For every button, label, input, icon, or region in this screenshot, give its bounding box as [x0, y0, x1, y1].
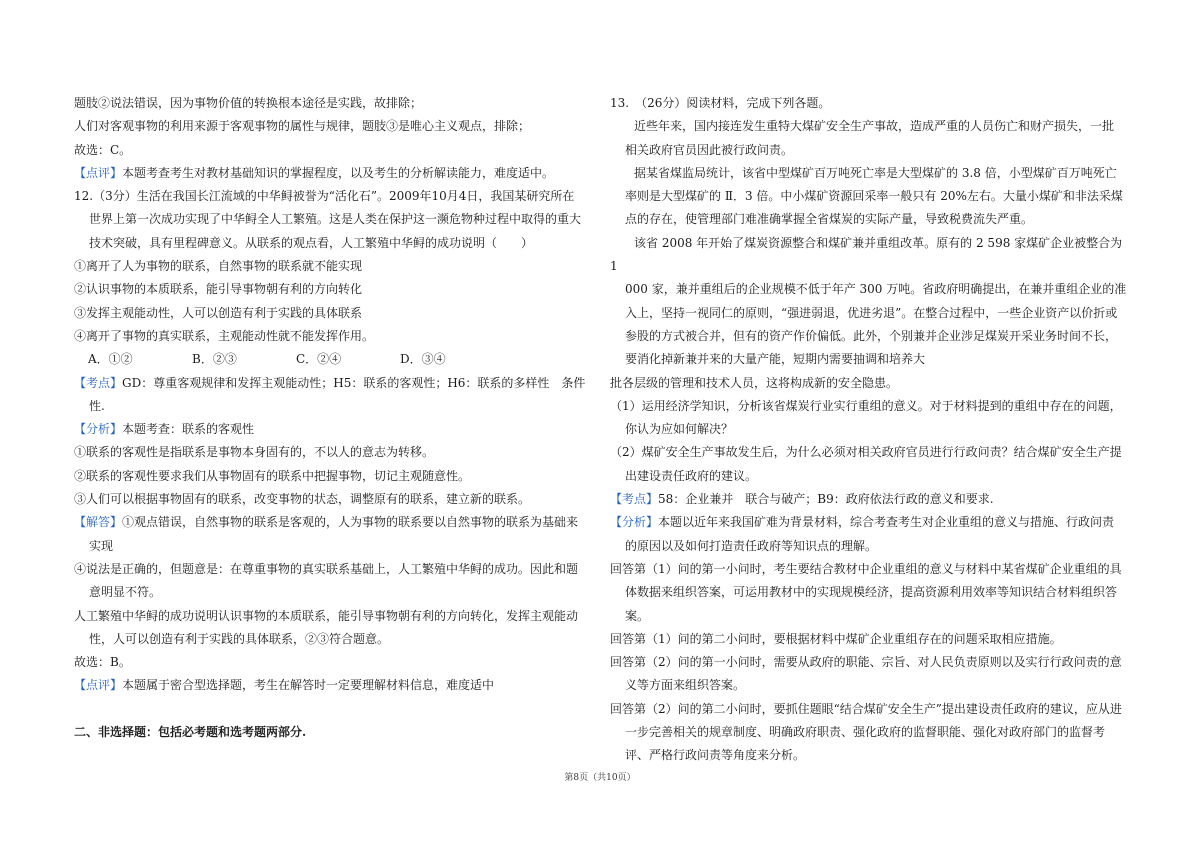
material-line: 近些年来，国内接连发生重特大煤矿安全生产事故，造成严重的人员伤亡和财产损失，一批: [634, 119, 1115, 134]
answer-guide-line: 回答第（2）问的第二小问时，要抓住题眼“结合煤矿安全生产”提出建设责任政府的建议，应从进: [610, 701, 1122, 716]
analysis-line: [74, 418, 594, 441]
analysis-point-2: ②联系的客观性要求我们从事物固有的联系中把握事物，切记主观随意性。: [74, 468, 471, 483]
material-line: 要消化掉新兼并来的大量产能，短期内需要抽调和培养大: [625, 352, 926, 367]
review-tag: 【点评】: [74, 165, 123, 180]
analysis-point-1: ①联系的客观性是指联系是事物本身固有的，不以人的意志为转移。: [74, 445, 435, 460]
text-line: 题肢②说法错误，因为事物价值的转换根本途径是实践，故排除；: [74, 96, 423, 110]
material-line: 率则是大型煤矿的 Ⅱ．3 倍。中小煤矿资源回采率一般只有 20%左右。大量小煤矿和非法采煤: [625, 189, 1123, 204]
answer-guide-line: 回答第（2）问的第一小问时，需要从政府的职能、宗旨、对人民负责原则以及实行行政问责的意: [610, 655, 1122, 670]
material-line: 相关政府官员因此被行政问责。: [625, 142, 794, 157]
question-13-line: 13. （26分）阅读材料，完成下列各题。: [610, 96, 831, 110]
knowledge-point-tag: 【考点】: [610, 492, 659, 507]
material-line: 入上，坚持一视同仁的原则，“强进弱退，优进劣退”。在整合过程中，一些企业资产以价折或: [625, 305, 1118, 320]
analysis-tag: 【分析】: [74, 422, 123, 437]
sub-question-2: （2）煤矿安全生产事故发生后，为什么必须对相关政府官员进行行政问责？结合煤矿安全生产提: [610, 445, 1122, 460]
material-line: 参股的方式被合并，但有的资产作价偏低。此外，个别兼并企业涉足煤炭开采业务时间不长，: [625, 328, 1118, 343]
answer-guide-line: 体数据来组织答案，可运用教材中的实现规模经济，提高资源利用效率等知识结合材料组织答: [625, 585, 1118, 600]
solution-tag: 【解答】: [74, 515, 123, 530]
answer-options: [74, 348, 594, 371]
sub-question-2: 出建设责任政府的建议。: [625, 468, 758, 483]
material-line: 000 家，兼并重组后的企业规模不低于年产 300 万吨。省政府明确提出，在兼并重组企业的准: [625, 282, 1127, 297]
solution-text: ①观点错误，自然事物的联系是客观的，人为事物的联系要以自然事物的联系为基础来: [122, 515, 579, 530]
answer-guide-line: 回答第（1）问的第二小问时，要根据材料中煤矿企业重组存在的问题采取相应措施。: [610, 631, 1062, 646]
analysis-line: [610, 511, 1128, 534]
solution-line: 实现: [89, 538, 114, 553]
review-tag: 【点评】: [74, 678, 123, 693]
solution-line: ④说法是正确的，但题意是：在尊重事物的真实联系基础上，人工繁殖中华鲟的成功。因此和题: [74, 561, 579, 576]
review-line: [74, 674, 594, 697]
option-b: B．②③: [192, 352, 237, 367]
answer-guide-line: 评、严格行政问责等角度来分析。: [625, 748, 806, 763]
page-footer: [0, 770, 1200, 783]
page-number: 第8页（共10页）: [564, 773, 636, 783]
knowledge-point-text: GD：尊重客观规律和发挥主观能动性；H5：联系的客观性；H6：联系的多样性 条件: [122, 375, 586, 390]
sub-question-1: 你认为应如何解决？: [625, 422, 734, 437]
review-text: 本题考查考生对教材基础知识的掌握程度，以及考生的分析解读能力，难度适中。: [122, 165, 555, 180]
option-a: A．①②: [88, 352, 133, 367]
text-line: 人们对客观事物的利用来源于客观事物的属性与规律，题肢③是唯心主义观点，排除；: [74, 119, 531, 134]
statement-3: ③发挥主观能动性，人可以创造有利于实践的具体联系: [74, 305, 363, 320]
analysis-line: 的原因以及如何打造责任政府等知识点的理解。: [625, 538, 878, 553]
material-line: 该省 2008 年开始了煤炭资源整合和煤矿兼并重组改革。原有的 2 598 家煤矿企业被整合为 1: [610, 235, 1123, 274]
analysis-point-3: ③人们可以根据事物固有的联系，改变事物的状态，调整原有的联系，建立新的联系。: [74, 492, 531, 507]
answer-line: 故选：B。: [74, 655, 131, 670]
analysis-text: 本题考查：联系的客观性: [122, 422, 255, 437]
answer-guide-line: 一步完善相关的规章制度、明确政府职责、强化政府的监督职能、强化对政府部门的监督考: [625, 725, 1106, 740]
option-c: C．②④: [296, 352, 342, 367]
knowledge-point-line: [74, 372, 594, 395]
solution-line: 性，人可以创造有利于实践的具体联系，②③符合题意。: [89, 631, 390, 646]
knowledge-point-line: 性.: [89, 398, 105, 413]
knowledge-point-line: [610, 488, 1128, 511]
solution-line: [74, 511, 594, 534]
material-line: 点的存在，使管理部门难准确掌握全省煤炭的实际产量，导致税费流失严重。: [625, 212, 1034, 227]
analysis-tag: 【分析】: [610, 515, 659, 530]
knowledge-point-text: 58：企业兼并 联合与破产；B9：政府依法行政的意义和要求.: [658, 492, 994, 507]
sub-question-1: （1）运用经济学知识，分析该省煤炭行业实行重组的意义。对于材料提到的重组中存在的问题，: [610, 398, 1122, 413]
answer-guide-line: 回答第（1）问的第一小问时，考生要结合教材中企业重组的意义与材料中某省煤矿企业重组的具: [610, 561, 1122, 576]
answer-guide-line: 义等方面来组织答案。: [625, 678, 746, 693]
right-column: [610, 92, 1128, 768]
section-heading: 二、非选择题：包括必考题和选考题两部分.: [74, 724, 307, 739]
material-line: 批各层级的管理和技术人员，这将构成新的安全隐患。: [610, 375, 899, 390]
text-line: 故选：C。: [74, 142, 132, 157]
knowledge-point-tag: 【考点】: [74, 375, 123, 390]
statement-4: ④离开了事物的真实联系，主观能动性就不能发挥作用。: [74, 328, 375, 343]
spacer: [74, 698, 594, 721]
answer-guide-line: 案。: [625, 608, 650, 623]
review-line: [74, 162, 594, 185]
question-12-line: 技术突破，具有里程碑意义。从联系的观点看，人工繁殖中华鲟的成功说明（ ）: [89, 235, 534, 250]
left-column: [74, 92, 594, 744]
statement-1: ①离开了人为事物的联系，自然事物的联系就不能实现: [74, 259, 363, 274]
material-line: 据某省煤监局统计，该省中型煤矿百万吨死亡率是大型煤矿的 3.8 倍，小型煤矿百万吨死亡: [634, 165, 1117, 180]
analysis-text: 本题以近年来我国矿难为背景材料，综合考查考生对企业重组的意义与措施、行政问责: [658, 515, 1115, 530]
statement-2: ②认识事物的本质联系，能引导事物朝有利的方向转化: [74, 282, 363, 297]
solution-line: 人工繁殖中华鲟的成功说明认识事物的本质联系，能引导事物朝有利的方向转化，发挥主观能动: [74, 608, 579, 623]
question-12-line: 12.（3分）生活在我国长江流域的中华鲟被誉为“活化石”。2009年10月4日，我国某研究所在: [74, 189, 575, 204]
solution-line: 意明显不符。: [89, 585, 162, 600]
option-d: D．③④: [400, 352, 446, 367]
question-12-line: 世界上第一次成功实现了中华鲟全人工繁殖。这是人类在保护这一濒危物种过程中取得的重大: [89, 212, 582, 227]
review-text: 本题属于密合型选择题，考生在解答时一定要理解材料信息，难度适中: [122, 678, 495, 693]
